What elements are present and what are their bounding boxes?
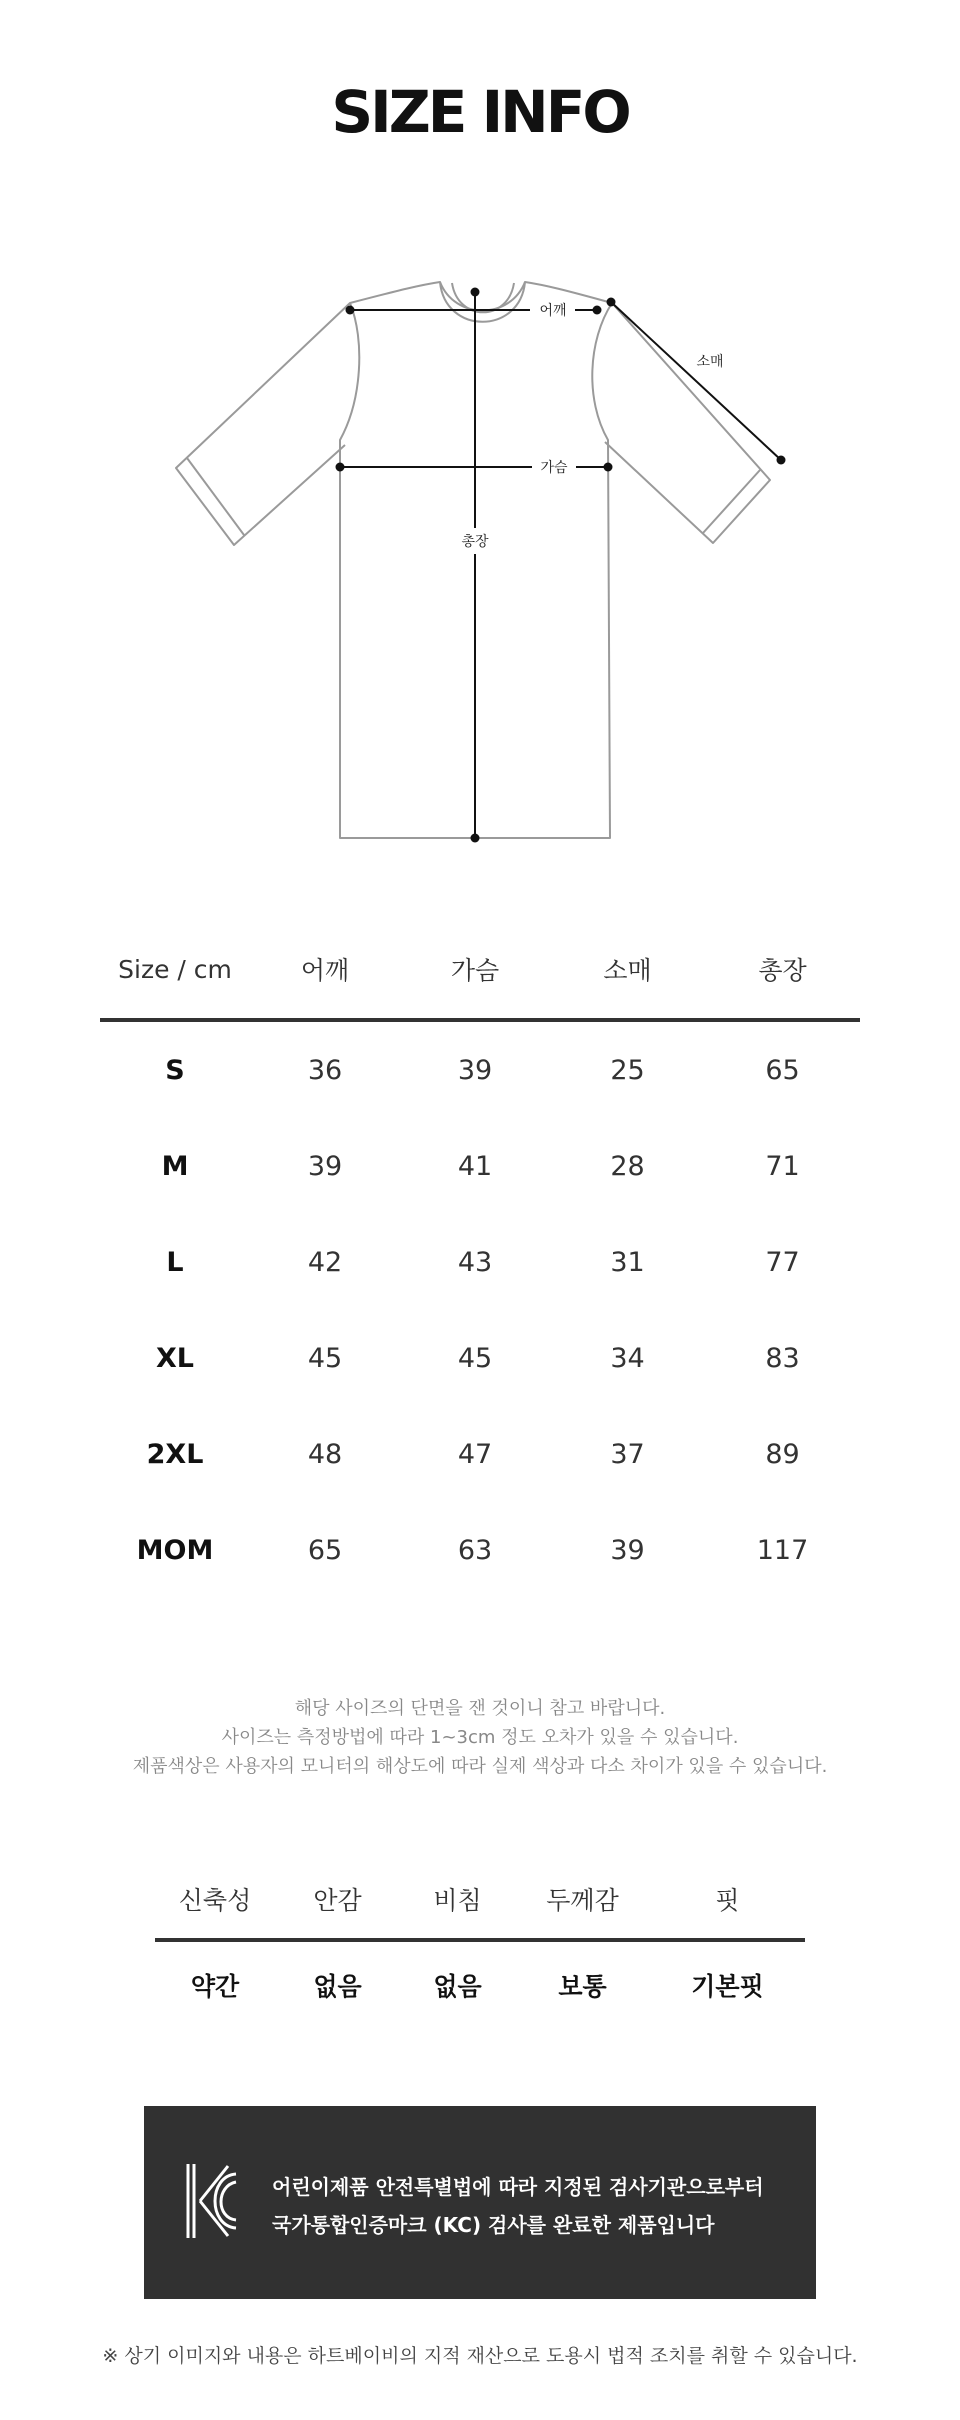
header-length: 총장 — [705, 920, 860, 1020]
length-cell: 77 — [765, 1246, 800, 1278]
shoulder-cell: 65 — [307, 1534, 343, 1566]
table-row — [100, 1118, 860, 1214]
chest-cell: 63 — [457, 1534, 493, 1566]
kc-line-1: 어린이제품 안전특별법에 따라 지정된 검사기관으로부터 — [272, 2175, 764, 2199]
note-line: 제품색상은 사용자의 모니터의 해상도에 따라 실제 색상과 다소 차이가 있을 수 있습니다. — [132, 1756, 828, 1777]
size-notes — [0, 1694, 960, 1781]
header-shoulder: 어깨 — [250, 920, 400, 1020]
shoulder-cell: 48 — [307, 1438, 343, 1470]
shoulder-cell: 39 — [307, 1150, 343, 1182]
stretch-value: 약간 — [190, 1972, 240, 2001]
shoulder-cell: 45 — [307, 1342, 343, 1374]
chest-label: 가슴 — [540, 460, 568, 476]
kc-certification-text — [272, 2168, 792, 2244]
shoulder-cell: 42 — [307, 1246, 343, 1278]
attributes-row — [155, 1940, 805, 2028]
size-cell: XL — [155, 1342, 195, 1374]
fit-value: 기본핏 — [691, 1972, 764, 2001]
sleeve-label: 소매 — [696, 354, 724, 370]
length-cell: 117 — [756, 1534, 809, 1566]
lining-value: 없음 — [313, 1972, 362, 2001]
kc-certification-box — [144, 2106, 816, 2299]
table-row — [100, 1406, 860, 1502]
chest-cell: 41 — [457, 1150, 493, 1182]
shirt-outline-illustration — [0, 0, 960, 880]
kc-line-2: 국가통합인증마크 (KC) 검사를 완료한 제품입니다 — [272, 2213, 715, 2237]
length-cell: 65 — [765, 1054, 800, 1086]
kc-mark-icon — [184, 2158, 240, 2244]
table-row — [100, 1214, 860, 1310]
chest-cell: 45 — [457, 1342, 493, 1374]
header-stretch: 신축성 — [155, 1860, 275, 1940]
length-label: 총장 — [461, 534, 489, 550]
table-row — [100, 1502, 860, 1598]
header-thickness: 두께감 — [515, 1860, 650, 1940]
length-cell: 71 — [765, 1150, 800, 1182]
size-cell: MOM — [136, 1534, 214, 1566]
shoulder-label: 어깨 — [539, 303, 567, 319]
garment-diagram — [0, 0, 960, 880]
header-chest: 가슴 — [400, 920, 550, 1020]
table-row — [100, 1020, 860, 1118]
table-row — [100, 1310, 860, 1406]
sheerness-value: 없음 — [433, 1972, 482, 2001]
note-line: 사이즈는 측정방법에 따라 1~3cm 정도 오차가 있을 수 있습니다. — [221, 1727, 739, 1748]
sleeve-cell: 39 — [610, 1534, 645, 1566]
length-cell: 89 — [765, 1438, 800, 1470]
size-table-header — [100, 920, 860, 1020]
chest-cell: 39 — [457, 1054, 493, 1086]
fabric-attributes-table — [155, 1860, 805, 2028]
page-title: SIZE INFO — [331, 78, 629, 146]
header-size: Size / cm — [100, 920, 250, 1020]
sleeve-cell: 37 — [610, 1438, 645, 1470]
header-sleeve: 소매 — [550, 920, 705, 1020]
chest-cell: 47 — [457, 1438, 493, 1470]
size-cell: 2XL — [146, 1438, 204, 1470]
sleeve-cell: 28 — [610, 1150, 645, 1182]
size-cell: S — [165, 1054, 185, 1086]
size-table — [100, 920, 860, 1598]
header-fit: 핏 — [650, 1860, 805, 1940]
sleeve-cell: 31 — [610, 1246, 645, 1278]
sleeve-cell: 25 — [610, 1054, 645, 1086]
size-cell: L — [166, 1246, 184, 1278]
note-line: 해당 사이즈의 단면을 잰 것이니 참고 바랍니다. — [294, 1698, 666, 1719]
header-sheerness: 비침 — [400, 1860, 515, 1940]
chest-cell: 43 — [457, 1246, 493, 1278]
sleeve-cell: 34 — [610, 1342, 645, 1374]
size-cell: M — [161, 1150, 189, 1182]
header-lining: 안감 — [275, 1860, 400, 1940]
thickness-value: 보통 — [558, 1972, 607, 2001]
copyright-notice: ※ 상기 이미지와 내용은 하트베이비의 지적 재산으로 도용시 법적 조치를 취할 수 있습니다. — [102, 2345, 858, 2367]
length-cell: 83 — [765, 1342, 800, 1374]
attributes-header — [155, 1860, 805, 1940]
shoulder-cell: 36 — [307, 1054, 343, 1086]
